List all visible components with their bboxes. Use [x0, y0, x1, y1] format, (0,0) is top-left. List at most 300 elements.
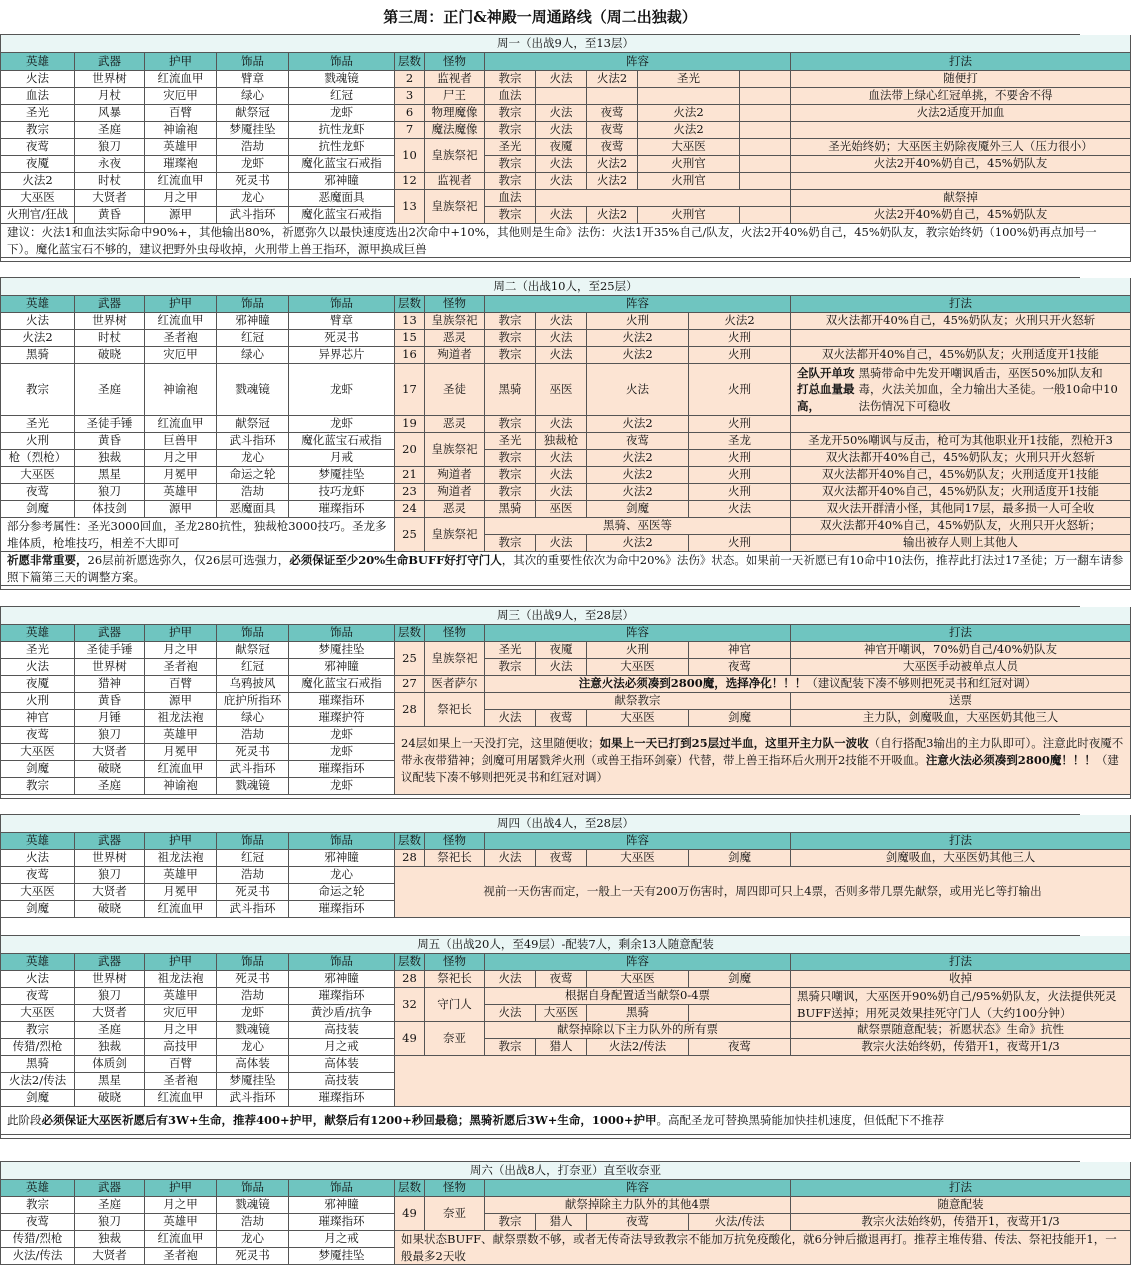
- lineup-member: 教宗: [485, 207, 536, 224]
- note-bold: 注意火法必须凑到2800魔！！！: [925, 753, 1096, 768]
- gear-cell: 祖龙法袍: [145, 710, 217, 727]
- lineup-member: 火法2: [587, 71, 638, 88]
- lineup-member: 火法: [536, 484, 587, 501]
- tactic-text: 双火法都开40%自己，45%奶队友；火刑适度开1技能: [791, 467, 1131, 484]
- col-acc: 饰品: [217, 1180, 289, 1197]
- lineup-empty: [740, 173, 791, 190]
- tactic-text: 圣龙开50%嘲讽与反击，枪可为其他职业开1技能，烈枪开3: [791, 433, 1131, 450]
- lineup-empty: [740, 122, 791, 139]
- lineup-empty: [740, 207, 791, 224]
- spacer: [1, 1135, 1131, 1139]
- gear-cell: 黄沙盾/抗争: [289, 1005, 395, 1022]
- gear-cell: 狼刀: [75, 727, 145, 744]
- monster-name: 皇族祭祀: [425, 190, 485, 224]
- lineup-member: 火刑: [689, 330, 791, 347]
- gear-cell: 邪神瞳: [289, 173, 395, 190]
- gear-cell: 独裁: [75, 1039, 145, 1056]
- lineup-empty: [536, 190, 791, 207]
- gear-cell: 大贤者: [75, 1248, 145, 1265]
- col-hero: 英雄: [1, 833, 75, 850]
- gear-cell: 高体装: [289, 1056, 395, 1073]
- monster-name: 恶灵: [425, 330, 485, 347]
- col-layer: 层数: [395, 53, 425, 71]
- col-armor: 护甲: [145, 296, 217, 313]
- gear-cell: 绿心: [217, 710, 289, 727]
- tactic-text: [791, 122, 1131, 139]
- tactic-text: 主力队，剑魔吸血，大巫医奶其他三人: [791, 710, 1131, 727]
- lineup-member: 火法: [536, 330, 587, 347]
- col-lineup: 阵容: [485, 625, 791, 642]
- gear-cell: 绿心: [217, 88, 289, 105]
- gear-cell: 黑骑: [1, 1056, 75, 1073]
- gear-cell: 红冠: [217, 850, 289, 867]
- gear-cell: 圣庭: [75, 778, 145, 795]
- lineup-member: 火刑: [689, 467, 791, 484]
- lineup-member: 献祭掉除主力队外的其他4票: [485, 1197, 791, 1214]
- gear-cell: 巨兽甲: [145, 433, 217, 450]
- lineup-member: 火法: [485, 850, 536, 867]
- lineup-member: 火法2: [587, 484, 689, 501]
- col-weapon: 武器: [75, 296, 145, 313]
- gear-cell: 月之戒: [289, 1231, 395, 1248]
- floor-number: 13: [395, 190, 425, 224]
- note-bold: 必须保证至少20%生命BUFF好打守门人: [289, 552, 502, 567]
- col-armor: 护甲: [145, 833, 217, 850]
- gear-cell: 世界树: [75, 313, 145, 330]
- lineup-member: 火刑: [689, 450, 791, 467]
- gear-cell: 梦魇挂坠: [217, 1073, 289, 1090]
- gear-cell: 浩劫: [217, 1214, 289, 1231]
- lineup-empty: [740, 71, 791, 88]
- gear-cell: 戮魂镜: [217, 778, 289, 795]
- monster-name: 医者萨尔: [425, 676, 485, 693]
- lineup-member: 火刑: [689, 535, 791, 552]
- tactic-text: 火法2开40%奶自己，45%奶队友: [791, 207, 1131, 224]
- lineup-member: 火法2: [587, 535, 689, 552]
- gear-cell: 血法: [1, 88, 75, 105]
- gear-cell: 传猎/烈枪: [1, 1231, 75, 1248]
- gear-cell: 恶魔面具: [217, 501, 289, 518]
- tactic-text: 献祭票随意配装；祈愿状态》生命》抗性: [791, 1022, 1131, 1039]
- col-tactic: 打法: [791, 53, 1131, 71]
- monster-name: 祭祀长: [425, 693, 485, 727]
- lineup-member: [536, 88, 587, 105]
- lineup-member: 剑魔: [689, 710, 791, 727]
- gear-cell: 龙虾: [289, 416, 395, 433]
- gear-cell: 黑骑: [1, 347, 75, 364]
- lineup-member: 火法2: [587, 450, 689, 467]
- lineup-member: 教宗: [485, 71, 536, 88]
- week-title: 周六（出战8人，打奈亚）直至收奈亚: [1, 1162, 1131, 1180]
- col-acc2: 饰品: [289, 954, 395, 971]
- lineup-member: 夜魇: [536, 139, 587, 156]
- gear-cell: 时杖: [75, 330, 145, 347]
- floor-number: 7: [395, 122, 425, 139]
- tactic-text: 血法带上绿心红冠单挑，不要舍不得: [791, 88, 1131, 105]
- spacer: [1, 258, 1131, 262]
- tactic-text: 教宗火法始终奶，传猎开1，夜莺开1/3: [791, 1214, 1131, 1231]
- col-hero: 英雄: [1, 625, 75, 642]
- lineup-member: 猎人: [536, 1214, 587, 1231]
- col-hero: 英雄: [1, 1180, 75, 1197]
- gear-cell: 火法: [1, 659, 75, 676]
- gear-cell: 火刑: [1, 693, 75, 710]
- week2-note: [1, 552, 1131, 586]
- gear-cell: 邪神瞳: [289, 1197, 395, 1214]
- gear-cell: 死灵书: [289, 330, 395, 347]
- gear-cell: 红流血甲: [145, 416, 217, 433]
- lineup-member: 教宗: [485, 467, 536, 484]
- tactic-text: [791, 330, 1131, 347]
- lineup-member: 教宗: [485, 484, 536, 501]
- gear-cell: 火法2/传法: [1, 1073, 75, 1090]
- gear-cell: 浩劫: [217, 867, 289, 884]
- lineup-member: 教宗: [485, 122, 536, 139]
- lineup-member: 夜魇: [536, 642, 587, 659]
- week3-section: [0, 606, 1124, 799]
- gear-cell: 源甲: [145, 501, 217, 518]
- tactic-text: 双火法都开40%自己，45%奶队友；火刑只开火怒斩: [791, 313, 1131, 330]
- lineup-member: 火法: [536, 535, 587, 552]
- gear-cell: 百臂: [145, 676, 217, 693]
- gear-cell: 神谕袍: [145, 122, 217, 139]
- gear-cell: 火法: [1, 71, 75, 88]
- note-bold: 必须保证大巫医祈愿后有3W+生命，推荐400+护甲，献祭后有1200+秒回最稳；黑骑祈愿后3W+生命，1000+护甲: [41, 1113, 657, 1128]
- week6-section: [0, 1161, 1117, 1265]
- gear-cell: 时杖: [75, 173, 145, 190]
- gear-cell: 梦魇挂坠: [289, 642, 395, 659]
- gear-cell: 永夜: [75, 156, 145, 173]
- monster-name: 恶灵: [425, 501, 485, 518]
- tactic-text: 随便打: [791, 71, 1131, 88]
- gear-cell: 夜莺: [1, 727, 75, 744]
- gear-cell: 圣者袍: [145, 1073, 217, 1090]
- col-acc2: 饰品: [289, 1180, 395, 1197]
- floor-number: 23: [395, 484, 425, 501]
- gear-cell: 龙心: [217, 450, 289, 467]
- gear-cell: 破晓: [75, 1090, 145, 1107]
- lineup-member: 教宗: [485, 1039, 536, 1056]
- gear-cell: 圣庭: [75, 1022, 145, 1039]
- gear-cell: 教宗: [1, 1022, 75, 1039]
- lineup-member: 教宗: [485, 313, 536, 330]
- lineup-member: 火法: [536, 156, 587, 173]
- gear-cell: 火法: [1, 313, 75, 330]
- gear-cell: 圣者袍: [145, 330, 217, 347]
- col-weapon: 武器: [75, 53, 145, 71]
- gear-cell: 梦魇挂坠: [217, 122, 289, 139]
- tactic-rest: （建议配装下凑不够则把死灵书和红冠对调）: [806, 676, 1037, 691]
- gear-cell: 戮魂镜: [217, 1197, 289, 1214]
- col-acc2: 饰品: [289, 833, 395, 850]
- gear-cell: 龙心: [217, 1039, 289, 1056]
- lineup-member: 大巫医: [587, 659, 689, 676]
- tactic-text: 双火法都开40%自己，45%奶队友；火刑适度开1技能: [791, 347, 1131, 364]
- lineup-member: 夜莺: [536, 971, 587, 988]
- gear-cell: 英雄甲: [145, 484, 217, 501]
- lineup-member: 圣光: [485, 139, 536, 156]
- gear-cell: 璀璨指环: [289, 1090, 395, 1107]
- lineup-member: 黑骑: [485, 364, 536, 416]
- gear-cell: 浩劫: [217, 988, 289, 1005]
- gear-cell: 红冠: [289, 88, 395, 105]
- lineup-member: 大巫医: [536, 1005, 587, 1022]
- tactic-bold: 注意火法必须凑到2800魔，选择净化！！！: [578, 676, 807, 691]
- col-layer: 层数: [395, 296, 425, 313]
- gear-cell: 红流血甲: [145, 901, 217, 918]
- gear-cell: 圣光: [1, 642, 75, 659]
- gear-cell: 黑星: [75, 467, 145, 484]
- col-weapon: 武器: [75, 1180, 145, 1197]
- gear-cell: 世界树: [75, 659, 145, 676]
- lineup-member: 教宗: [485, 105, 536, 122]
- col-tactic: 打法: [791, 954, 1131, 971]
- gear-cell: 祖龙法袍: [145, 850, 217, 867]
- tactic-text: 献祭掉: [791, 190, 1131, 207]
- lineup-empty: [689, 1005, 791, 1022]
- page-title: 第三周：正门&神殿一周通路线（周二出独裁）: [383, 8, 697, 26]
- tactic-text: 随意配装: [791, 1197, 1131, 1214]
- gear-cell: 命运之轮: [289, 884, 395, 901]
- gear-cell: 百臂: [145, 1056, 217, 1073]
- gear-cell: 英雄甲: [145, 727, 217, 744]
- gear-cell: 独裁: [75, 450, 145, 467]
- gear-cell: 火法2: [1, 330, 75, 347]
- gear-cell: 高技甲: [145, 1039, 217, 1056]
- lineup-member: 火法: [536, 207, 587, 224]
- week-title: 周二（出战10人，至25层）: [1, 278, 1131, 296]
- lineup-member: 剑魔: [689, 971, 791, 988]
- note-text: （自行搭配3输出的主力队即可）。注意此时夜魇不带永夜带猎神；剑魔可用屠戮斧火刑（或兽王指环剑豪）代替，带上兽王指环后火刑开2技能不开吸血。: [401, 736, 1124, 768]
- gear-cell: 火法: [1, 971, 75, 988]
- gear-cell: 邪神瞳: [289, 659, 395, 676]
- tactic-text: 圣光始终奶；大巫医主奶除夜魇外三人（压力很小）: [791, 139, 1131, 156]
- col-acc2: 饰品: [289, 625, 395, 642]
- monster-name: 殉道者: [425, 484, 485, 501]
- gear-cell: 传猎/烈枪: [1, 1039, 75, 1056]
- note-bold: 如果上一天已打到25层过半血，这里开主力队一波收: [599, 736, 869, 751]
- gear-cell: 邪神瞳: [289, 971, 395, 988]
- floor-number: 27: [395, 676, 425, 693]
- week5-note: [1, 1107, 1131, 1135]
- gear-cell: 红流血甲: [145, 313, 217, 330]
- gear-cell: 灾厄甲: [145, 88, 217, 105]
- week5-section: [0, 935, 1117, 1139]
- gear-cell: 圣庭: [75, 122, 145, 139]
- gear-cell: 梦魇挂坠: [289, 1248, 395, 1265]
- gear-cell: 百臂: [145, 105, 217, 122]
- gear-cell: 月之甲: [145, 1197, 217, 1214]
- lineup-member: 圣光: [638, 71, 740, 88]
- tactic-text: [791, 173, 1131, 190]
- lineup-member: 火法/传法: [689, 1214, 791, 1231]
- col-monster: 怪物: [425, 954, 485, 971]
- floor-number: 32: [395, 988, 425, 1022]
- gear-cell: 邪神瞳: [289, 850, 395, 867]
- gear-cell: 红流血甲: [145, 1231, 217, 1248]
- gear-cell: 火刑: [1, 433, 75, 450]
- note-text: （建议配装下凑不够则把死灵书和红冠对调）: [401, 753, 1119, 784]
- gear-cell: 枪（烈枪）: [1, 450, 75, 467]
- gear-cell: 夜莺: [1, 988, 75, 1005]
- floor-number: 3: [395, 88, 425, 105]
- gear-cell: 献祭冠: [217, 105, 289, 122]
- lineup-member: 夜莺: [587, 433, 689, 450]
- floor-number: 10: [395, 139, 425, 173]
- lineup-member: 火法: [689, 501, 791, 518]
- lineup-member: 火法2: [638, 105, 740, 122]
- col-lineup: 阵容: [485, 833, 791, 850]
- lineup-member: 火刑官: [638, 173, 740, 190]
- gear-cell: 破晓: [75, 901, 145, 918]
- lineup-member: 夜莺: [587, 1214, 689, 1231]
- col-layer: 层数: [395, 954, 425, 971]
- gear-cell: 英雄甲: [145, 1214, 217, 1231]
- tactic-text: 火法2开40%奶自己，45%奶队友: [791, 156, 1131, 173]
- lineup-member: 火法2/传法: [587, 1039, 689, 1056]
- gear-cell: 猎神: [75, 676, 145, 693]
- gear-cell: 龙虾: [289, 778, 395, 795]
- col-monster: 怪物: [425, 625, 485, 642]
- gear-cell: 月杖: [75, 88, 145, 105]
- gear-cell: 夜魇: [1, 676, 75, 693]
- gear-cell: 武斗指环: [217, 433, 289, 450]
- gear-cell: 狼刀: [75, 484, 145, 501]
- gear-cell: 大贤者: [75, 884, 145, 901]
- gear-cell: 龙虾: [217, 156, 289, 173]
- lineup-member: 夜莺: [587, 139, 638, 156]
- week3-note: [395, 727, 1131, 795]
- gear-cell: 红流血甲: [145, 71, 217, 88]
- gear-cell: 红冠: [217, 659, 289, 676]
- lineup-member: 教宗: [485, 347, 536, 364]
- spacer: [1, 795, 1131, 799]
- gear-cell: 独裁: [75, 1231, 145, 1248]
- week4-note: 视前一天伤害而定，一般上一天有200万伤害时，周四即可只上4票，否则多带几票先献祭，或用光匕等打输出: [395, 867, 1131, 918]
- gear-cell: 圣庭: [75, 364, 145, 416]
- lineup-member: 独裁枪: [536, 433, 587, 450]
- gear-cell: 臂章: [217, 71, 289, 88]
- lineup-member: 火法: [536, 173, 587, 190]
- gear-cell: 狼刀: [75, 988, 145, 1005]
- gear-cell: 体质剑: [75, 1056, 145, 1073]
- gear-cell: 神谕袍: [145, 778, 217, 795]
- col-weapon: 武器: [75, 625, 145, 642]
- lineup-member: 火法: [587, 364, 689, 416]
- lineup-empty: [740, 156, 791, 173]
- monster-name: 祭祀长: [425, 971, 485, 988]
- gear-cell: 黄昏: [75, 207, 145, 224]
- gear-cell: 大巫医: [1, 744, 75, 761]
- lineup-member: 剑魔: [689, 850, 791, 867]
- gear-cell: 命运之轮: [217, 467, 289, 484]
- gear-cell: 浩劫: [217, 139, 289, 156]
- gear-cell: 大巫医: [1, 884, 75, 901]
- col-lineup: 阵容: [485, 296, 791, 313]
- monster-name: 祭祀长: [425, 850, 485, 867]
- gear-cell: 献祭冠: [217, 416, 289, 433]
- gear-cell: 火法/传法: [1, 1248, 75, 1265]
- gear-cell: 狼刀: [75, 1214, 145, 1231]
- lineup-member: 火刑: [689, 416, 791, 433]
- lineup-member: 教宗: [485, 173, 536, 190]
- lineup-member: 火法: [485, 710, 536, 727]
- gear-cell: 庇护所指环: [217, 693, 289, 710]
- lineup-member: 火刑: [689, 364, 791, 416]
- floor-number: 6: [395, 105, 425, 122]
- floor-number: 28: [395, 850, 425, 867]
- monster-name: 监视者: [425, 71, 485, 88]
- floor-number: 28: [395, 693, 425, 727]
- gear-cell: 剑魔: [1, 761, 75, 778]
- col-tactic: 打法: [791, 833, 1131, 850]
- col-acc: 饰品: [217, 53, 289, 71]
- lineup-member: 神官: [689, 642, 791, 659]
- tactic-text: 神官开嘲讽，70%奶自己/40%奶队友: [791, 642, 1131, 659]
- gear-cell: 火刑官/狂战: [1, 207, 75, 224]
- tactic-text: 黑骑只嘲讽，大巫医开90%奶自己/95%奶队友，火法提供死灵BUFF送掉；用死灵效果挂死守门人（大约100分钟）: [791, 988, 1131, 1022]
- lineup-member: 火法2: [587, 416, 689, 433]
- gear-cell: 灾厄甲: [145, 347, 217, 364]
- tactic-text: 教宗火法始终奶，传猎开1，夜莺开1/3: [791, 1039, 1131, 1056]
- gear-cell: 英雄甲: [145, 139, 217, 156]
- col-acc: 饰品: [217, 954, 289, 971]
- gear-cell: 武斗指环: [217, 1090, 289, 1107]
- lineup-member: 夜莺: [587, 105, 638, 122]
- lineup-member: 圣龙: [689, 433, 791, 450]
- gear-cell: 月之甲: [145, 642, 217, 659]
- gear-cell: 技巧龙虾: [289, 484, 395, 501]
- lineup-member: 猎人: [536, 1039, 587, 1056]
- col-armor: 护甲: [145, 954, 217, 971]
- tactic-text: [485, 676, 1131, 693]
- monster-name: 尸王: [425, 88, 485, 105]
- gear-cell: 死灵书: [217, 1248, 289, 1265]
- lineup-member: 火法: [536, 450, 587, 467]
- monster-name: 殉道者: [425, 467, 485, 484]
- lineup-member: 圣光: [485, 642, 536, 659]
- attribute-note: 部分参考属性：圣光3000回血，圣龙280抗性，独裁枪3000技巧。圣龙多堆体质，枪堆技巧，相差不大即可: [1, 518, 395, 552]
- lineup-member: 黑骑、巫医等: [485, 518, 791, 535]
- gear-cell: 体技剑: [75, 501, 145, 518]
- gear-cell: 世界树: [75, 71, 145, 88]
- col-acc: 饰品: [217, 296, 289, 313]
- floor-number: 25: [395, 518, 425, 552]
- col-armor: 护甲: [145, 1180, 217, 1197]
- tactic-text: 收掉: [791, 971, 1131, 988]
- lineup-member: 火法: [485, 1005, 536, 1022]
- gear-cell: 月锤: [75, 710, 145, 727]
- gear-cell: 圣庭: [75, 1197, 145, 1214]
- lineup-member: 火法: [536, 467, 587, 484]
- lineup-member: 火刑: [689, 347, 791, 364]
- lineup-member: 教宗: [485, 659, 536, 676]
- gear-cell: 璀璨指环: [289, 501, 395, 518]
- col-hero: 英雄: [1, 954, 75, 971]
- lineup-member: 火法: [536, 313, 587, 330]
- col-hero: 英雄: [1, 296, 75, 313]
- gear-cell: 圣者袍: [145, 1248, 217, 1265]
- empty-area: [395, 1056, 1131, 1107]
- gear-cell: 圣徒手锤: [75, 642, 145, 659]
- lineup-member: 血法: [485, 190, 536, 207]
- lineup-member: 夜莺: [536, 710, 587, 727]
- tactic-text: 大巫医手动被单点人员: [791, 659, 1131, 676]
- lineup-member: 火法2: [587, 207, 638, 224]
- gear-cell: 浩劫: [217, 484, 289, 501]
- gear-cell: 月戒: [289, 450, 395, 467]
- note-text: 26层前祈愿选弥久，仅26层可选强力，: [87, 552, 290, 567]
